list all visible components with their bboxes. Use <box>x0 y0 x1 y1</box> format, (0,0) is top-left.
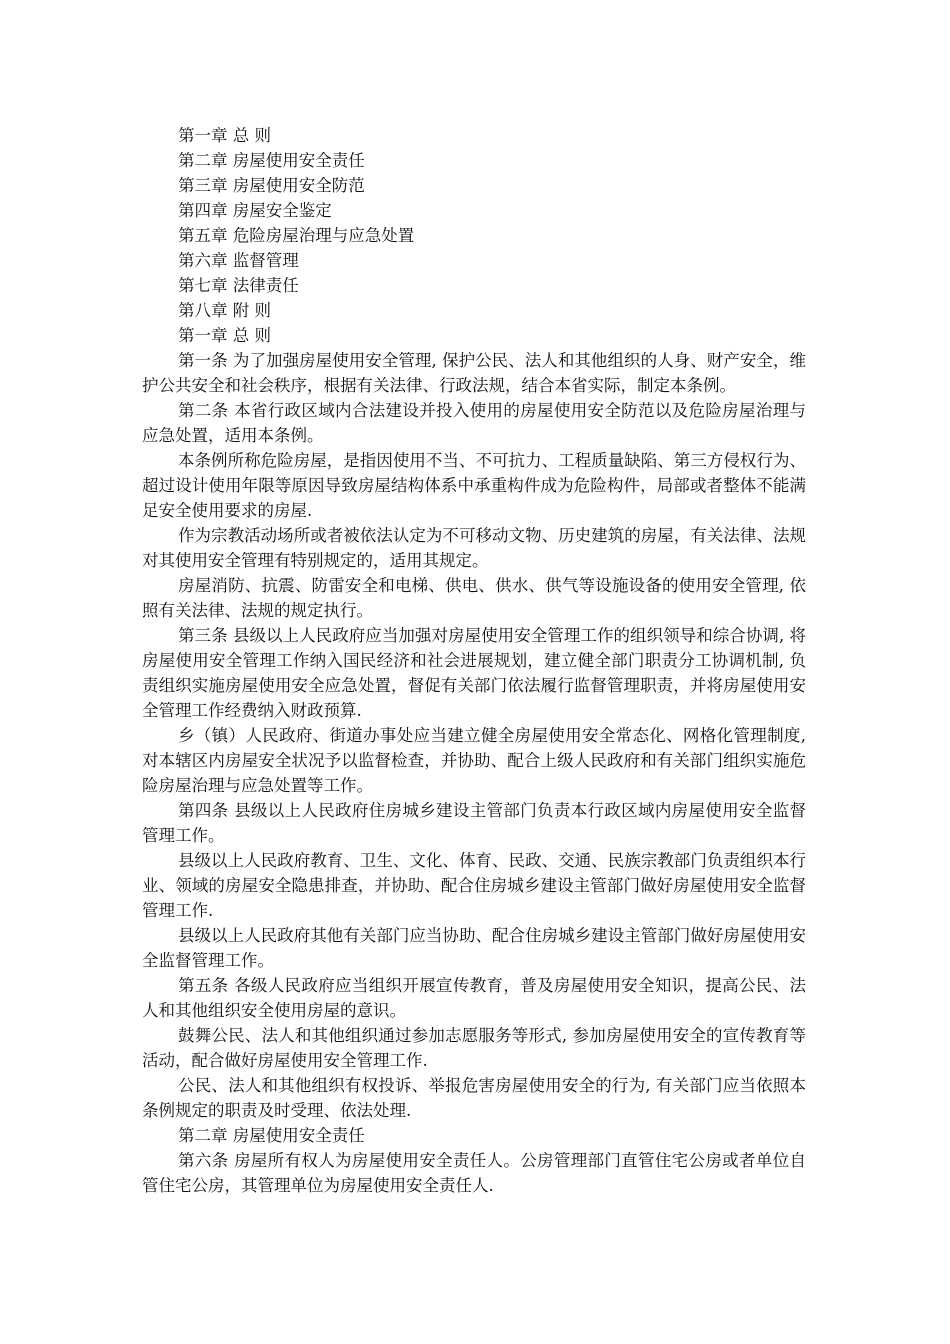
toc-item-4: 第四章 房屋安全鉴定 <box>178 201 332 220</box>
toc-item-5: 第五章 危险房屋治理与应急处置 <box>178 226 415 245</box>
paragraph-facilities-safety: 房屋消防、抗震、防雷安全和电梯、供电、供水、供气等设施设备的使用安全管理, 依照有关法律、法规的规定执行。 <box>142 576 806 620</box>
paragraph-article-2: 第二条 本省行政区域内合法建设并投入使用的房屋使用安全防范以及危险房屋治理与应急处置，适用本条例。 <box>142 401 806 445</box>
paragraph-complaints: 公民、法人和其他组织有权投诉、举报危害房屋使用安全的行为, 有关部门应当依照本条例规定的职责及时受理、依法处理. <box>142 1076 806 1120</box>
chapter-heading-2: 第二章 房屋使用安全责任 <box>178 1126 365 1145</box>
chapter-2-body <box>142 1148 806 1198</box>
toc-item-2: 第二章 房屋使用安全责任 <box>178 151 365 170</box>
paragraph-article-5: 第五条 各级人民政府应当组织开展宣传教育，普及房屋使用安全知识，提高公民、法人和其他组织安全使用房屋的意识。 <box>142 976 806 1020</box>
toc-item-3: 第三章 房屋使用安全防范 <box>178 176 365 195</box>
chapter-1-body <box>142 348 806 1123</box>
paragraph-township-duties: 乡（镇）人民政府、街道办事处应当建立健全房屋使用安全常态化、网格化管理制度, 对本辖区内房屋安全状况予以监督检查，并协助、配合上级人民政府和有关部门组织实施危险房屋治理与应急处置等工作。 <box>142 726 806 795</box>
paragraph-article-6: 第六条 房屋所有权人为房屋使用安全责任人。公房管理部门直管住宅公房或者单位自管住宅公房，其管理单位为房屋使用安全责任人. <box>142 1151 806 1195</box>
paragraph-volunteer: 鼓舞公民、法人和其他组织通过参加志愿服务等形式, 参加房屋使用安全的宣传教育等活动，配合做好房屋使用安全管理工作. <box>142 1026 806 1070</box>
paragraph-article-4: 第四条 县级以上人民政府住房城乡建设主管部门负责本行政区域内房屋使用安全监督管理工作。 <box>142 801 806 845</box>
paragraph-other-departments: 县级以上人民政府其他有关部门应当协助、配合住房城乡建设主管部门做好房屋使用安全监督管理工作。 <box>142 926 806 970</box>
toc-item-7: 第七章 法律责任 <box>178 276 299 295</box>
document-page <box>142 123 806 1198</box>
toc-item-1: 第一章 总 则 <box>178 126 271 145</box>
paragraph-dangerous-house-definition: 本条例所称危险房屋，是指因使用不当、不可抗力、工程质量缺陷、第三方侵权行为、超过设计使用年限等原因导致房屋结构体系中承重构件成为危险构件，局部或者整体不能满足安全使用要求的房屋. <box>142 451 806 520</box>
paragraph-article-1: 第一条 为了加强房屋使用安全管理, 保护公民、法人和其他组织的人身、财产安全，维护公共安全和社会秩序，根据有关法律、行政法规，结合本省实际，制定本条例。 <box>142 351 806 395</box>
chapter-heading-1: 第一章 总 则 <box>178 326 271 345</box>
table-of-contents <box>142 123 806 323</box>
toc-item-8: 第八章 附 则 <box>178 301 271 320</box>
paragraph-sector-departments: 县级以上人民政府教育、卫生、文化、体育、民政、交通、民族宗教部门负责组织本行业、领域的房屋安全隐患排查，并协助、配合住房城乡建设主管部门做好房屋使用安全监督管理工作. <box>142 851 806 920</box>
paragraph-article-3: 第三条 县级以上人民政府应当加强对房屋使用安全管理工作的组织领导和综合协调, 将房屋使用安全管理工作纳入国民经济和社会进展规划，建立健全部门职责分工协调机制, 负责组织实施房屋使用安全应急处置，督促有关部门依法履行监督管理职责，并将房屋使用安全管理工作经费纳入财政预算. <box>142 626 806 720</box>
paragraph-religious-heritage: 作为宗教活动场所或者被依法认定为不可移动文物、历史建筑的房屋，有关法律、法规对其使用安全管理有特别规定的，适用其规定。 <box>142 526 806 570</box>
toc-item-6: 第六章 监督管理 <box>178 251 299 270</box>
